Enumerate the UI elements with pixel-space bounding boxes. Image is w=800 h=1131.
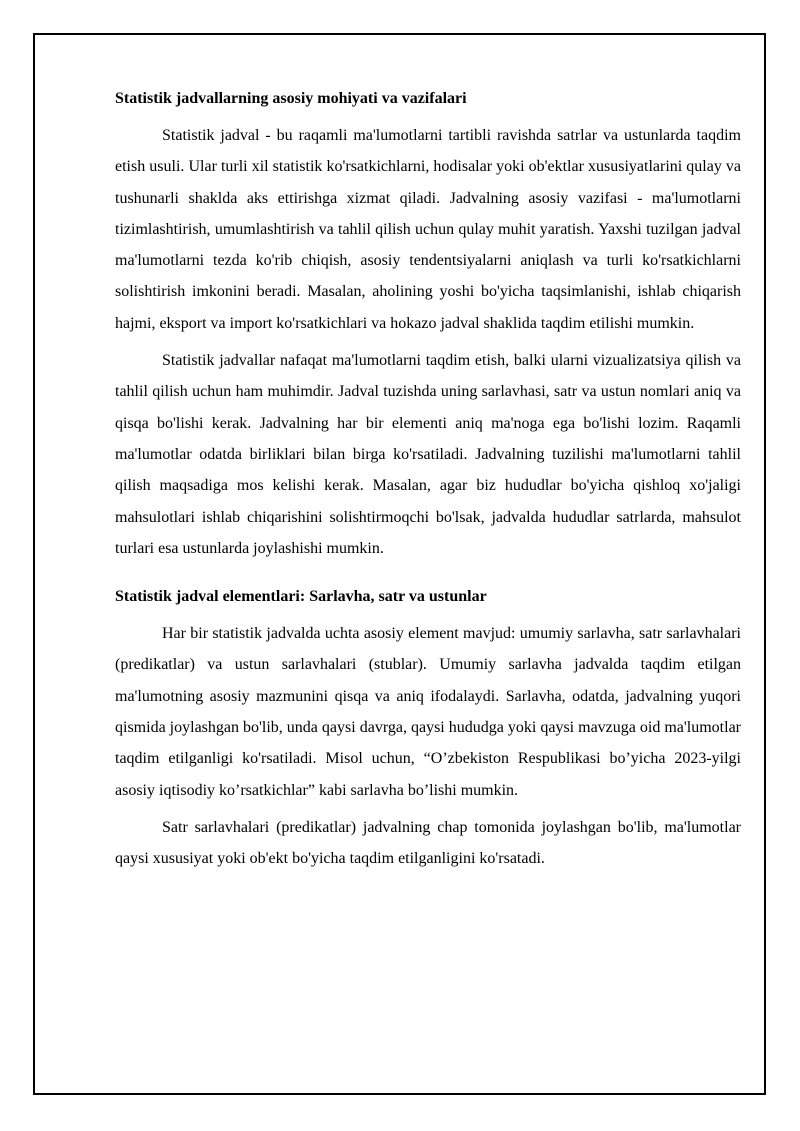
document-body	[115, 88, 741, 881]
paragraph: Statistik jadval - bu raqamli ma'lumotlarni tartibli ravishda satrlar va ustunlarda taqdim etish usuli. Ular turli xil statistik ko'rsatkichlarni, hodisalar yoki ob'ektlar xususiyatlarini qulay va tushunarli shaklda aks ettirishga xizmat qiladi. Jadvalning asosiy vazifasi - ma'lumotlarni tizimlashtirish, umumlashtirish va tahlil qilish uchun qulay muhit yaratish. Yaxshi tuzilgan jadval ma'lumotlarni tezda ko'rib chiqish, asosiy tendentsiyalarni aniqlash va turli ko'rsatkichlarni solishtirish imkonini beradi. Masalan, aholining yoshi bo'yicha taqsimlanishi, ishlab chiqarish hajmi, eksport va import ko'rsatkichlari va hokazo jadval shaklida taqdim etilishi mumkin.	[115, 127, 741, 332]
paragraph: Statistik jadvallar nafaqat ma'lumotlarni taqdim etish, balki ularni vizualizatsiya qilish va tahlil qilish uchun ham muhimdir. Jadval tuzishda uning sarlavhasi, satr va ustun nomlari aniq va qisqa bo'lishi kerak. Jadvalning har bir elementi aniq ma'noga ega bo'lishi lozim. Raqamli ma'lumotlar odatda birliklari bilan birga ko'rsatiladi. Jadvalning tuzilishi ma'lumotlarni tahlil qilish maqsadiga mos kelishi kerak. Masalan, agar biz hududlar bo'yicha qishloq xo'jaligi mahsulotlari ishlab chiqarishini solishtirmoqchi bo'lsak, jadvalda hududlar satrlarda, mahsulot turlari esa ustunlarda joylashishi mumkin.	[115, 352, 741, 557]
section-heading-essence: Statistik jadvallarning asosiy mohiyati va vazifalari	[115, 90, 467, 107]
paragraph: Satr sarlavhalari (predikatlar) jadvalning chap tomonida joylashgan bo'lib, ma'lumotlar qaysi xususiyat yoki ob'ekt bo'yicha taqdim etilganligini ko'rsatadi.	[115, 818, 741, 868]
paragraph: Har bir statistik jadvalda uchta asosiy element mavjud: umumiy sarlavha, satr sarlavhalari (predikatlar) va ustun sarlavhalari (stublar). Umumiy sarlavha jadvalda taqdim etilgan ma'lumotning asosiy mazmunini qisqa va aniq ifodalaydi. Sarlavha, odatda, jadvalning yuqori qismida joylashgan bo'lib, unda qaysi davrga, qaysi hududga yoki qaysi mavzuga oid ma'lumotlar taqdim etilganligi ko'rsatiladi. Misol uchun, “O’zbekiston Respublikasi bo’yicha 2023-yilgi asosiy iqtisodiy ko’rsatkichlar” kabi sarlavha bo’lishi mumkin.	[115, 625, 741, 799]
section-heading-elements: Statistik jadval elementlari: Sarlavha, satr va ustunlar	[115, 588, 487, 606]
